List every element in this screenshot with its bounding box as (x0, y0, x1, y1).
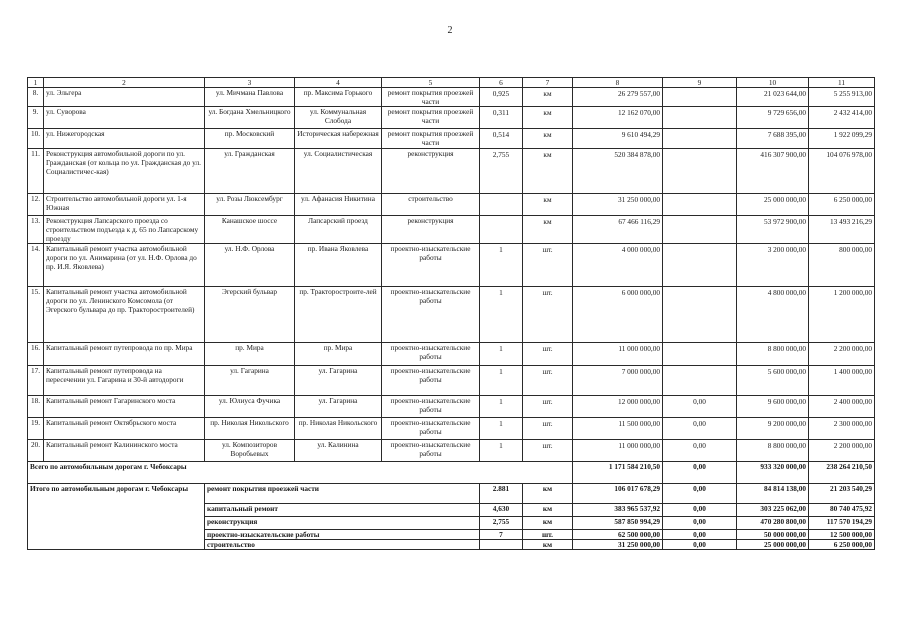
segment-end: ул. Гагарина (295, 366, 382, 396)
quantity: 1 (480, 287, 523, 343)
quantity: 0,514 (480, 129, 523, 149)
col9-amount (663, 366, 737, 396)
summary-quantity: 2,755 (480, 517, 523, 530)
col11-amount: 6 250 000,00 (809, 194, 875, 216)
summary-col10: 25 000 000,00 (737, 540, 809, 550)
col10-amount: 8 800 000,00 (737, 343, 809, 366)
total-amount: 11 000 000,00 (573, 343, 663, 366)
table-row (28, 129, 875, 149)
col11-amount: 2 300 000,00 (809, 418, 875, 440)
col9-amount (663, 107, 737, 129)
summary-unit: шт. (523, 530, 573, 540)
unit: шт. (523, 418, 573, 440)
total-label: Всего по автомобильным дорогам г. Чебоксары (28, 462, 573, 484)
row-number: 18. (28, 396, 44, 418)
segment-start: пр. Московский (205, 129, 295, 149)
column-header: 5 (382, 78, 480, 88)
col9-amount (663, 287, 737, 343)
row-number: 15. (28, 287, 44, 343)
table-row (28, 216, 875, 244)
col11-amount: 5 255 913,00 (809, 88, 875, 107)
column-header: 3 (205, 78, 295, 88)
col10-amount: 9 200 000,00 (737, 418, 809, 440)
row-number: 16. (28, 343, 44, 366)
object-name: ул. Эльгера (44, 88, 205, 107)
total-amount: 9 610 494,29 (573, 129, 663, 149)
col9-amount (663, 149, 737, 194)
summary-work-type: строительство (205, 540, 480, 550)
col10-amount: 4 800 000,00 (737, 287, 809, 343)
object-name: ул. Нижегородская (44, 129, 205, 149)
segment-start: ул. Розы Люксембург (205, 194, 295, 216)
page-number: 2 (447, 25, 453, 36)
object-name: Строительство автомобильной дороги ул. 1-я Южная (44, 194, 205, 216)
total-amount: 7 000 000,00 (573, 366, 663, 396)
summary-work-type: реконструкция (205, 517, 480, 530)
col9-amount: 0,00 (663, 418, 737, 440)
summary-col9: 0,00 (663, 517, 737, 530)
segment-end: пр. Ивана Яковлева (295, 244, 382, 287)
unit: шт. (523, 287, 573, 343)
quantity: 1 (480, 366, 523, 396)
col11-amount: 104 076 978,00 (809, 149, 875, 194)
column-header: 10 (737, 78, 809, 88)
col11-amount: 1 400 000,00 (809, 366, 875, 396)
total-amount: 12 162 070,00 (573, 107, 663, 129)
segment-start: Эгерский бульвар (205, 287, 295, 343)
column-header: 2 (44, 78, 205, 88)
quantity: 1 (480, 440, 523, 462)
col10-amount: 8 800 000,00 (737, 440, 809, 462)
total-amount: 11 000 000,00 (573, 440, 663, 462)
column-header: 6 (480, 78, 523, 88)
row-number: 10. (28, 129, 44, 149)
unit: шт. (523, 244, 573, 287)
col10-amount: 416 307 900,00 (737, 149, 809, 194)
unit: шт. (523, 440, 573, 462)
segment-end: пр. Тракторостроите-лей (295, 287, 382, 343)
row-number: 8. (28, 88, 44, 107)
summary-col11: 21 203 540,29 (809, 484, 875, 504)
col10-amount: 25 000 000,00 (737, 194, 809, 216)
table-row (28, 343, 875, 366)
header-row (28, 78, 875, 88)
summary-total: 587 850 994,29 (573, 517, 663, 530)
table-row (28, 88, 875, 107)
summary-total: 106 017 678,29 (573, 484, 663, 504)
col10-amount: 933 320 000,00 (737, 462, 809, 484)
col11-amount: 2 200 000,00 (809, 440, 875, 462)
summary-col9: 0,00 (663, 484, 737, 504)
object-name: Капитальный ремонт Калининского моста (44, 440, 205, 462)
quantity (480, 194, 523, 216)
col10-amount: 9 600 000,00 (737, 396, 809, 418)
work-type: проектно-изыскательские работы (382, 244, 480, 287)
summary-work-type: проектно-изыскательские работы (205, 530, 480, 540)
summary-col10: 303 225 062,00 (737, 504, 809, 517)
segment-start: ул. Н.Ф. Орлова (205, 244, 295, 287)
work-type: проектно-изыскательские работы (382, 440, 480, 462)
object-name: Капитальный ремонт путепровода по пр. Мира (44, 343, 205, 366)
col11-amount: 1 200 000,00 (809, 287, 875, 343)
segment-start: ул. Композиторов Воробьевых (205, 440, 295, 462)
summary-col10: 84 814 138,00 (737, 484, 809, 504)
summary-quantity: 4,630 (480, 504, 523, 517)
quantity: 2,755 (480, 149, 523, 194)
summary-unit: км (523, 517, 573, 530)
summary-col10: 50 000 000,00 (737, 530, 809, 540)
summary-quantity: 7 (480, 530, 523, 540)
object-name: Капитальный ремонт участка автомобильной дороги по ул. Ленинского Комсомола (от Эгерского бульвара до пр. Тракторостроителей) (44, 287, 205, 343)
segment-end: ул. Коммунальная Слобода (295, 107, 382, 129)
object-name: Реконструкция Лапсарского проезда со строительством подъезда к д. 65 по Лапсарскому проезду (44, 216, 205, 244)
col11-amount: 13 493 216,29 (809, 216, 875, 244)
unit: км (523, 216, 573, 244)
segment-start: пр. Мира (205, 343, 295, 366)
col11-amount: 1 922 099,29 (809, 129, 875, 149)
summary-total: 62 500 000,00 (573, 530, 663, 540)
col11-amount: 2 200 000,00 (809, 343, 875, 366)
column-header: 9 (663, 78, 737, 88)
row-number: 19. (28, 418, 44, 440)
col10-amount: 5 600 000,00 (737, 366, 809, 396)
col9-amount (663, 129, 737, 149)
column-header: 7 (523, 78, 573, 88)
summary-unit: км (523, 504, 573, 517)
unit: км (523, 149, 573, 194)
segment-start: ул. Богдана Хмельницкого (205, 107, 295, 129)
quantity: 0,311 (480, 107, 523, 129)
object-name: ул. Суворова (44, 107, 205, 129)
quantity: 1 (480, 396, 523, 418)
summary-col11: 117 570 194,29 (809, 517, 875, 530)
column-header: 11 (809, 78, 875, 88)
col11-amount: 2 400 000,00 (809, 396, 875, 418)
col9-amount (663, 244, 737, 287)
column-header: 1 (28, 78, 44, 88)
total-amount: 520 384 878,00 (573, 149, 663, 194)
segment-end: ул. Афанасия Никитина (295, 194, 382, 216)
row-number: 12. (28, 194, 44, 216)
summary-work-type: капитальный ремонт (205, 504, 480, 517)
total-amount: 6 000 000,00 (573, 287, 663, 343)
summary-col9: 0,00 (663, 540, 737, 550)
work-type: проектно-изыскательские работы (382, 396, 480, 418)
summary-col11: 80 740 475,92 (809, 504, 875, 517)
row-number: 13. (28, 216, 44, 244)
total-amount: 1 171 584 210,50 (573, 462, 663, 484)
object-name: Капитальный ремонт Октябрьского моста (44, 418, 205, 440)
summary-quantity: 2.881 (480, 484, 523, 504)
col9-amount: 0,00 (663, 462, 737, 484)
col10-amount: 3 200 000,00 (737, 244, 809, 287)
object-name: Капитальный ремонт путепровода на пересечении ул. Гагарина и 30-й автодороги (44, 366, 205, 396)
grand-total-row (28, 462, 875, 484)
col9-amount: 0,00 (663, 396, 737, 418)
segment-start: ул. Гражданская (205, 149, 295, 194)
total-amount: 67 466 116,29 (573, 216, 663, 244)
segment-end: Лапсарский проезд (295, 216, 382, 244)
segment-end: ул. Калинина (295, 440, 382, 462)
unit: шт. (523, 366, 573, 396)
road-works-table (27, 77, 875, 550)
col11-amount: 2 432 414,00 (809, 107, 875, 129)
work-type: проектно-изыскательские работы (382, 287, 480, 343)
col10-amount: 7 688 395,00 (737, 129, 809, 149)
row-number: 9. (28, 107, 44, 129)
work-type: ремонт покрытия проезжей части (382, 88, 480, 107)
table-row (28, 366, 875, 396)
col10-amount: 21 023 644,00 (737, 88, 809, 107)
summary-col10: 470 280 800,00 (737, 517, 809, 530)
table-row (28, 244, 875, 287)
total-amount: 4 000 000,00 (573, 244, 663, 287)
column-header: 8 (573, 78, 663, 88)
object-name: Капитальный ремонт Гагаринского моста (44, 396, 205, 418)
summary-work-type: ремонт покрытия проезжей части (205, 484, 480, 504)
col9-amount: 0,00 (663, 440, 737, 462)
work-type: ремонт покрытия проезжей части (382, 129, 480, 149)
unit: шт. (523, 343, 573, 366)
table-row (28, 440, 875, 462)
segment-end: пр. Мира (295, 343, 382, 366)
quantity: 1 (480, 244, 523, 287)
summary-col11: 12 500 000,00 (809, 530, 875, 540)
work-type: ремонт покрытия проезжей части (382, 107, 480, 129)
unit: км (523, 194, 573, 216)
work-type: реконструкция (382, 149, 480, 194)
row-number: 17. (28, 366, 44, 396)
work-type: проектно-изыскательские работы (382, 366, 480, 396)
total-amount: 26 279 557,00 (573, 88, 663, 107)
summary-total: 31 250 000,00 (573, 540, 663, 550)
segment-start: пр. Николая Никольского (205, 418, 295, 440)
summary-row (28, 484, 875, 504)
summary-total: 383 965 537,92 (573, 504, 663, 517)
total-amount: 11 500 000,00 (573, 418, 663, 440)
col10-amount: 53 972 900,00 (737, 216, 809, 244)
segment-start: Канашское шоссе (205, 216, 295, 244)
col9-amount (663, 343, 737, 366)
table-row (28, 149, 875, 194)
segment-end: пр. Максима Горького (295, 88, 382, 107)
table-row (28, 194, 875, 216)
col9-amount (663, 216, 737, 244)
object-name: Капитальный ремонт участка автомобильной дороги по ул. Анимарина (от ул. Н.Ф. Орлова до пр. И.Я. Яковлева) (44, 244, 205, 287)
segment-end: Историческая набережная (295, 129, 382, 149)
segment-start: ул. Гагарина (205, 366, 295, 396)
work-type: реконструкция (382, 216, 480, 244)
col10-amount: 9 729 656,00 (737, 107, 809, 129)
work-type: проектно-изыскательские работы (382, 343, 480, 366)
unit: км (523, 88, 573, 107)
unit: шт. (523, 396, 573, 418)
object-name: Реконструкция автомобильной дороги по ул. Гражданская (от кольца по ул. Гражданская до ул. Социалистичес-кая) (44, 149, 205, 194)
quantity: 1 (480, 418, 523, 440)
work-type: строительство (382, 194, 480, 216)
quantity: 0,925 (480, 88, 523, 107)
segment-end: пр. Николая Никольского (295, 418, 382, 440)
table-row (28, 396, 875, 418)
col9-amount (663, 88, 737, 107)
row-number: 14. (28, 244, 44, 287)
segment-end: ул. Социалистическая (295, 149, 382, 194)
row-number: 11. (28, 149, 44, 194)
summary-col9: 0,00 (663, 530, 737, 540)
column-header: 4 (295, 78, 382, 88)
summary-quantity (480, 540, 523, 550)
summary-unit: км (523, 540, 573, 550)
col11-amount: 238 264 210,50 (809, 462, 875, 484)
table-row (28, 107, 875, 129)
total-amount: 31 250 000,00 (573, 194, 663, 216)
summary-col11: 6 250 000,00 (809, 540, 875, 550)
segment-end: ул. Гагарина (295, 396, 382, 418)
table-row (28, 418, 875, 440)
total-amount: 12 000 000,00 (573, 396, 663, 418)
segment-start: ул. Юлиуса Фучика (205, 396, 295, 418)
summary-col9: 0,00 (663, 504, 737, 517)
quantity (480, 216, 523, 244)
col11-amount: 800 000,00 (809, 244, 875, 287)
row-number: 20. (28, 440, 44, 462)
col9-amount (663, 194, 737, 216)
segment-start: ул. Мичмана Павлова (205, 88, 295, 107)
summary-label: Итого по автомобильным дорогам г. Чебоксары (28, 484, 205, 550)
work-type: проектно-изыскательские работы (382, 418, 480, 440)
unit: км (523, 129, 573, 149)
table-row (28, 287, 875, 343)
summary-unit: км (523, 484, 573, 504)
unit: км (523, 107, 573, 129)
quantity: 1 (480, 343, 523, 366)
